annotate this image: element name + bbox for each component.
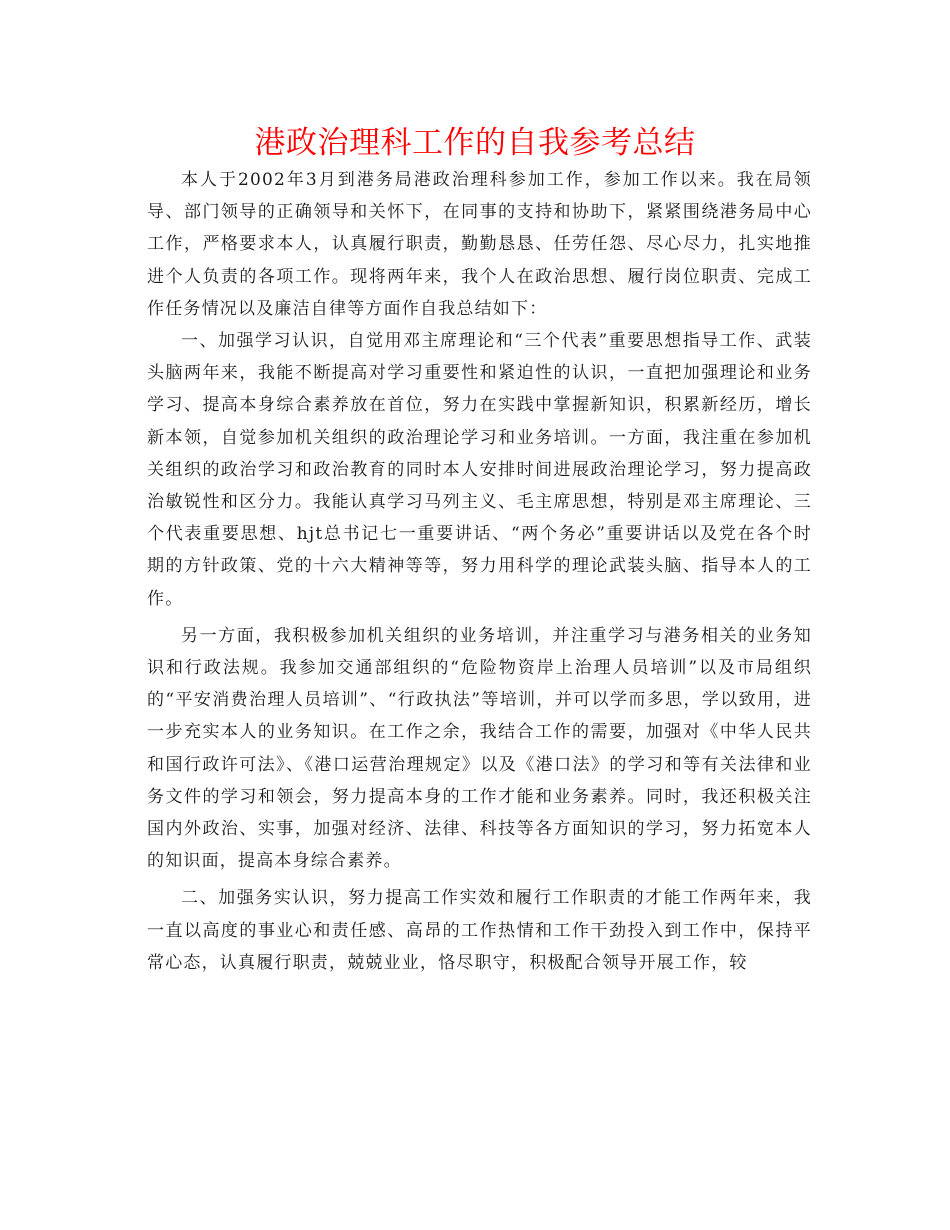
paragraph-section-one: 一、加强学习认识，自觉用邓主席理论和“三个代表”重要思想指导工作、武装头脑两年来，我能不断提高对学习重要性和紧迫性的认识，一直把加强理论和业务学习、提高本身综合素养放在首位，努力在实践中掌握新知识，积累新经历，增长新本领，自觉参加机关组织的政治理论学习和业务培训。一方面，我注重在参加机关组织的政治学习和政治教育的同时本人安排时间进展政治理论学习，努力提高政治敏锐性和区分力。我能认真学习马列主义、毛主席思想，特别是邓主席理论、三个代表重要思想、hjt总书记七一重要讲话、“两个务必”重要讲话以及党在各个时期的方针政策、党的十六大精神等等，努力用科学的理论武装头脑、指导本人的工作。 (147, 331, 812, 609)
document-body (147, 164, 812, 979)
document-title: 港政治理科工作的自我参考总结 (254, 125, 696, 161)
paragraph-intro: 本人于2002年3月到港务局港政治理科参加工作，参加工作以来。我在局领导、部门领导的正确领导和关怀下，在同事的支持和协助下，紧紧围绕港务局中心工作，严格要求本人，认真履行职责，勤勤恳恳、任劳任怨、尽心尽力，扎实地推进个人负责的各项工作。现将两年来，我个人在政治思想、履行岗位职责、完成工作任务情况以及廉洁自律等方面作自我总结如下： (147, 170, 812, 319)
paragraph-business-training: 另一方面，我积极参加机关组织的业务培训，并注重学习与港务相关的业务知识和行政法规。我参加交通部组织的“危险物资岸上治理人员培训”以及市局组织的“平安消费治理人员培训”、“行政执法”等培训，并可以学而多思，学以致用，进一步充实本人的业务知识。在工作之余，我结合工作的需要，加强对《中华人民共和国行政许可法》、《港口运营治理规定》以及《港口法》的学习和等有关法律和业务文件的学习和领会，努力提高本身的工作才能和业务素养。同时，我还积极关注国内外政治、实事，加强对经济、法律、科技等各方面知识的学习，努力拓宽本人的知识面，提高本身综合素养。 (147, 625, 812, 872)
paragraph-section-two: 二、加强务实认识，努力提高工作实效和履行工作职责的才能工作两年来，我一直以高度的事业心和责任感、高昂的工作热情和工作干劲投入到工作中，保持平常心态，认真履行职责，兢兢业业，恪尽职守，积极配合领导开展工作，较 (147, 888, 812, 973)
